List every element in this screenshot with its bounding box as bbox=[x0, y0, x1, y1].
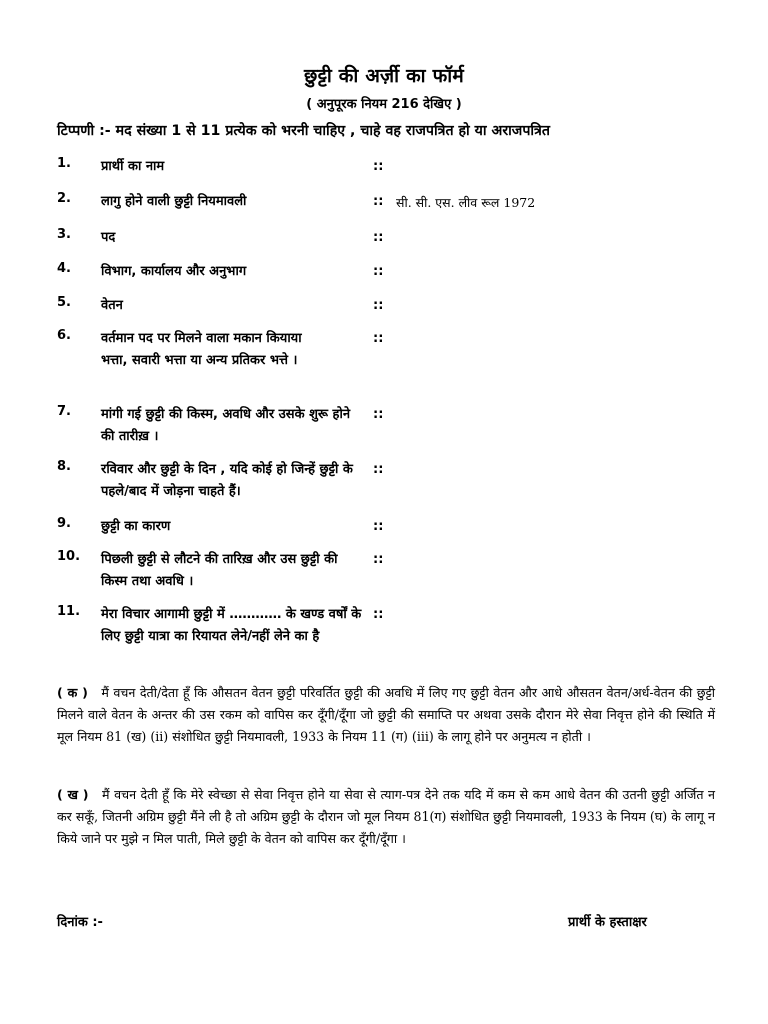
declaration-text: मैं वचन देती हूँ कि मेरे स्वेच्छा से सेवा निवृत्त होने या सेवा से त्याग-पत्र देने तक यदि में कम से कम आधे वेतन की उतनी छुट्टी अर्जित न कर सकूँ, जितनी अग्रिम छुट्टी मैंने ली है तो अग्रिम छुट्टी के दौरान जो मूल नियम 81(ग) संशोधित छुट्टी नियमावली, 1933 के नियम (घ) के लागू न किये जाने पर मुझे न मिल पाती, मिले छुट्टी के वेतन को वापिस कर दूँगी/दूँगा । bbox=[57, 787, 715, 846]
item-separator: :: bbox=[373, 230, 384, 245]
item-number: 8. bbox=[57, 459, 71, 474]
item-value[interactable]: सी. सी. एस. लीव रूल 1972 bbox=[396, 195, 536, 210]
item-label: पिछली छुट्टी से लौटने की तारिख़ और उस छुट्टी की किस्म तथा अवधि । bbox=[101, 552, 338, 589]
item-separator: :: bbox=[373, 607, 384, 622]
item-separator: :: bbox=[373, 264, 384, 279]
item-separator: :: bbox=[373, 331, 384, 346]
item-separator: :: bbox=[373, 519, 384, 534]
item-number: 9. bbox=[57, 516, 71, 531]
item-label: वेतन bbox=[101, 298, 123, 313]
item-label: वर्तमान पद पर मिलने वाला मकान कियाया भत्ता, सवारी भत्ता या अन्य प्रतिकर भत्ते । bbox=[101, 331, 302, 368]
item-number: 3. bbox=[57, 227, 71, 242]
item-number: 1. bbox=[57, 156, 71, 171]
item-label: मेरा विचार आगामी छुट्टी में ………… के खण्ड वर्षों के लिए छुट्टी यात्रा का रियायत लेने/नहीं लेने का है bbox=[101, 607, 362, 644]
item-number: 10. bbox=[57, 549, 81, 564]
item-label: मांगी गई छुट्टी की किस्म, अवधि और उसके शुरू होने की तारीख़ । bbox=[101, 407, 351, 444]
item-separator: :: bbox=[373, 159, 384, 174]
item-number: 4. bbox=[57, 261, 71, 276]
declaration-ka bbox=[57, 682, 715, 748]
item-label: प्रार्थी का नाम bbox=[101, 159, 165, 174]
declaration-label: ( ख ) bbox=[57, 787, 89, 802]
item-label: विभाग, कार्यालय और अनुभाग bbox=[101, 264, 247, 279]
item-separator: :: bbox=[373, 407, 384, 422]
declaration-label: ( क ) bbox=[57, 685, 88, 700]
item-number: 6. bbox=[57, 328, 71, 343]
item-number: 5. bbox=[57, 295, 71, 310]
item-label: रविवार और छुट्टी के दिन , यदि कोई हो जिन्हें छुट्टी के पहले/बाद में जोड़ना चाहते हैं। bbox=[101, 462, 353, 499]
item-separator: :: bbox=[373, 552, 384, 567]
form-title: छुट्टी की अर्ज़ी का फॉर्म bbox=[304, 65, 464, 87]
item-separator: :: bbox=[373, 298, 384, 313]
declaration-kha bbox=[57, 784, 715, 850]
item-label: छुट्टी का कारण bbox=[101, 519, 171, 534]
form-subtitle: ( अनुपूरक नियम 216 देखिए ) bbox=[306, 97, 462, 112]
item-label: पद bbox=[101, 230, 116, 245]
item-number: 2. bbox=[57, 191, 71, 206]
date-label: दिनांक :- bbox=[57, 915, 103, 930]
item-number: 11. bbox=[57, 604, 81, 619]
form-note: टिप्पणी :- मद संख्या 1 से 11 प्रत्येक को भरनी चाहिए , चाहे वह राजपत्रित हो या अराजपत्रित bbox=[57, 123, 550, 139]
item-separator: :: bbox=[373, 462, 384, 477]
item-separator: :: bbox=[373, 194, 384, 209]
item-label: लागु होने वाली छुट्टी नियमावली bbox=[101, 194, 247, 209]
declaration-text: मैं वचन देती/देता हूँ कि औसतन वेतन छुट्टी परिवर्तित छुट्टी की अवधि में लिए गए छुट्टी वेतन और आधे औसतन वेतन/अर्ध-वेतन की छुट्टी मिलने वाले वेतन के अन्तर की उस रकम को वापिस कर दूँगी/दूँगा जो छुट्टी की समाप्ति पर अथवा उसके दौरान मेरे सेवा निवृत्त होने की स्थिति में मूल नियम 81 (ख) (ii) संशोधित छुट्टी नियमावली, 1933 के नियम 11 (ग) (iii) के लागू होने पर अनुमत्य न होती । bbox=[57, 685, 715, 744]
item-number: 7. bbox=[57, 404, 71, 419]
signature-label: प्रार्थी के हस्ताक्षर bbox=[568, 915, 647, 930]
